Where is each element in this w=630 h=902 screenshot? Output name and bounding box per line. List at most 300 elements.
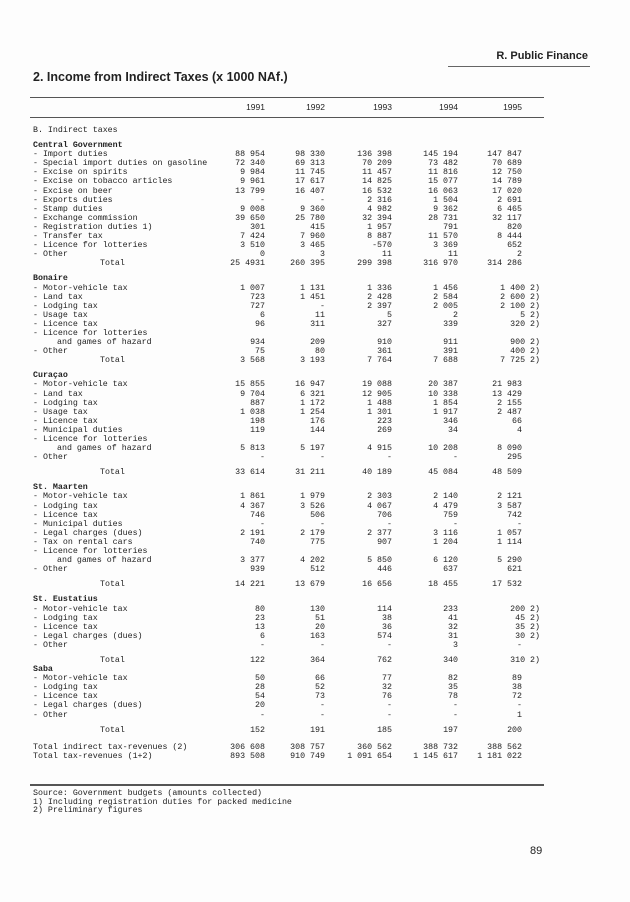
value-1992: - [320, 519, 325, 529]
value-1995: 17 532 [492, 580, 522, 590]
table-row [0, 311, 630, 320]
table-row [0, 538, 630, 547]
row-label: - Licence tax [33, 319, 98, 329]
value-1992: 3 193 [300, 356, 325, 366]
value-1991: 5 813 [240, 444, 265, 454]
value-1991: 13 [255, 622, 265, 632]
row-label: - Excise on beer [33, 186, 113, 196]
total-row [0, 356, 630, 365]
table-row [0, 187, 630, 196]
value-1991: 9 961 [240, 177, 265, 187]
value-1994: 45 084 [428, 468, 458, 478]
value-1995: - [517, 701, 522, 711]
value-1994: 82 [448, 674, 458, 684]
table-row [0, 435, 630, 444]
value-1994: 1 145 617 [413, 751, 458, 761]
value-1991: 23 [255, 613, 265, 623]
value-1994: 18 455 [428, 580, 458, 590]
value-1993: 1 336 [367, 283, 392, 293]
value-1995: 2 155 [497, 398, 522, 408]
value-1995: 14 789 [492, 177, 522, 187]
section-label: B. Indirect taxes [33, 126, 118, 135]
value-1992: 512 [310, 565, 325, 575]
value-1991: - [260, 519, 265, 529]
value-1993: 4 067 [367, 501, 392, 511]
value-1993: 8 887 [367, 232, 392, 242]
value-1994: 911 [443, 338, 458, 348]
value-1991: - [260, 453, 265, 463]
value-1992: 66 [315, 674, 325, 684]
value-1993: 32 394 [362, 213, 392, 223]
value-1991: 9 704 [240, 389, 265, 399]
row-label: - Tax on rental cars [33, 537, 133, 547]
value-1993: 5 [387, 310, 392, 320]
value-1995: 400 2) [510, 347, 540, 357]
value-1994: 7 688 [433, 356, 458, 366]
value-1994: 10 208 [428, 444, 458, 454]
value-1992: 20 [315, 622, 325, 632]
value-1995: 13 429 [492, 389, 522, 399]
value-1994: 32 [448, 622, 458, 632]
value-1993: 77 [382, 674, 392, 684]
value-1992: 176 [310, 416, 325, 426]
section-header [0, 274, 630, 283]
value-1993: 446 [377, 565, 392, 575]
row-label: - Land tax [33, 292, 83, 302]
table-row [0, 329, 630, 338]
value-1995: 1 057 [497, 528, 522, 538]
value-1992: 209 [310, 338, 325, 348]
value-1992: 364 [310, 655, 325, 665]
value-1995: 17 020 [492, 186, 522, 196]
value-1995: 310 2) [510, 655, 540, 665]
table-row [0, 683, 630, 692]
value-1993: 19 088 [362, 380, 392, 390]
row-label: - Other [33, 347, 68, 357]
table-row [0, 214, 630, 223]
value-1994: 1 917 [433, 407, 458, 417]
grand-total-row [0, 743, 630, 752]
table-row [0, 302, 630, 311]
value-1991: 50 [255, 674, 265, 684]
value-1995: 6 465 [497, 204, 522, 214]
value-1995: 295 [507, 453, 522, 463]
section-b-title [0, 126, 630, 135]
value-1991: 6 [260, 631, 265, 641]
table-row [0, 338, 630, 347]
total-row [0, 468, 630, 477]
value-1991: 306 608 [230, 742, 265, 752]
value-1995: 652 [507, 241, 522, 251]
value-1992: 31 211 [295, 468, 325, 478]
year-1994: 1994 [439, 102, 458, 112]
value-1995: 147 847 [487, 150, 522, 160]
value-1995: 72 [512, 692, 522, 702]
value-1994: - [453, 519, 458, 529]
value-1995: 35 2) [515, 622, 540, 632]
value-1994: 2 584 [433, 292, 458, 302]
value-1991: 198 [250, 416, 265, 426]
value-1995: 30 2) [515, 631, 540, 641]
value-1992: 9 360 [300, 204, 325, 214]
table-row [0, 511, 630, 520]
table-row [0, 426, 630, 435]
value-1992: 11 [315, 310, 325, 320]
value-1994: 41 [448, 613, 458, 623]
value-1995: 38 [512, 683, 522, 693]
row-label: - Usage tax [33, 407, 88, 417]
value-1995: 2 100 2) [500, 301, 540, 311]
value-1992: 11 745 [295, 168, 325, 178]
value-1993: 910 [377, 338, 392, 348]
value-1992: - [320, 453, 325, 463]
value-1991: 15 855 [235, 380, 265, 390]
table-row [0, 623, 630, 632]
value-1992: 1 254 [300, 407, 325, 417]
row-label: - Excise on spirits [33, 168, 128, 178]
row-label: - Other [33, 710, 68, 720]
value-1993: 11 457 [362, 168, 392, 178]
value-1991: 887 [250, 398, 265, 408]
value-1991: 72 340 [235, 159, 265, 169]
value-1995: 4 [517, 425, 522, 435]
value-1991: 3 510 [240, 241, 265, 251]
value-1991: 1 038 [240, 407, 265, 417]
value-1993: - [387, 519, 392, 529]
value-1991: 20 [255, 701, 265, 711]
value-1993: 2 397 [367, 301, 392, 311]
row-label: - Licence tax [33, 622, 98, 632]
year-1991: 1991 [246, 102, 265, 112]
value-1993: - [387, 453, 392, 463]
value-1992: 17 617 [295, 177, 325, 187]
table-row [0, 632, 630, 641]
row-label: - Other [33, 640, 68, 650]
value-1994: 34 [448, 425, 458, 435]
value-1992: 13 679 [295, 580, 325, 590]
row-label: - Licence for lotteries [33, 547, 148, 557]
total-row [0, 580, 630, 589]
value-1993: 16 532 [362, 186, 392, 196]
value-1992: 16 407 [295, 186, 325, 196]
value-1991: 119 [250, 425, 265, 435]
value-1992: 6 321 [300, 389, 325, 399]
row-label: - Licence for lotteries [33, 435, 148, 444]
value-1995: 200 2) [510, 604, 540, 614]
row-label: - Licence tax [33, 510, 98, 520]
value-1995: 388 562 [487, 742, 522, 752]
total-row [0, 726, 630, 735]
value-1993: - [387, 710, 392, 720]
value-1994: 16 063 [428, 186, 458, 196]
value-1994: 316 970 [423, 259, 458, 269]
divider [448, 66, 590, 67]
value-1995: 45 2) [515, 613, 540, 623]
value-1993: 2 377 [367, 528, 392, 538]
table-row [0, 196, 630, 205]
value-1993: 706 [377, 510, 392, 520]
value-1992: 1 451 [300, 292, 325, 302]
value-1994: 791 [443, 222, 458, 232]
value-1992: 51 [315, 613, 325, 623]
value-1993: - [387, 701, 392, 711]
value-1991: 1 861 [240, 492, 265, 502]
value-1994: 2 [453, 310, 458, 320]
value-1995: 3 587 [497, 501, 522, 511]
value-1992: 2 179 [300, 528, 325, 538]
value-1991: 9 984 [240, 168, 265, 178]
row-label: Total indirect tax-revenues (2) [33, 742, 188, 752]
year-1992: 1992 [306, 102, 325, 112]
row-label: and games of hazard [57, 444, 152, 454]
value-1991: 4 367 [240, 501, 265, 511]
table-row [0, 529, 630, 538]
value-1993: 40 189 [362, 468, 392, 478]
value-1993: 185 [377, 725, 392, 735]
table-row [0, 605, 630, 614]
value-1991: 0 [260, 250, 265, 260]
value-1992: 73 [315, 692, 325, 702]
row-label: - Lodging tax [33, 501, 98, 511]
table-row [0, 556, 630, 565]
value-1991: 9 008 [240, 204, 265, 214]
value-1993: 5 850 [367, 556, 392, 566]
row-label: Total [100, 259, 125, 269]
value-1995: 12 750 [492, 168, 522, 178]
value-1994: 145 194 [423, 150, 458, 160]
value-1993: 762 [377, 655, 392, 665]
value-1991: 893 508 [230, 751, 265, 761]
value-1993: - [387, 640, 392, 650]
value-1994: 20 387 [428, 380, 458, 390]
value-1994: 2 140 [433, 492, 458, 502]
value-1992: 1 172 [300, 398, 325, 408]
value-1991: 2 191 [240, 528, 265, 538]
row-label: - Exchange commission [33, 213, 138, 223]
value-1995: 2 121 [497, 492, 522, 502]
value-1992: - [320, 301, 325, 311]
value-1993: 4 982 [367, 204, 392, 214]
section-header [0, 665, 630, 674]
value-1993: 1 957 [367, 222, 392, 232]
table-row [0, 250, 630, 259]
row-label: - Other [33, 250, 68, 260]
table-row [0, 502, 630, 511]
value-1994: 35 [448, 683, 458, 693]
value-1993: 14 825 [362, 177, 392, 187]
value-1993: 7 764 [367, 356, 392, 366]
value-1995: - [517, 640, 522, 650]
value-1995: 32 117 [492, 213, 522, 223]
value-1992: - [320, 195, 325, 205]
value-1992: 260 395 [290, 259, 325, 269]
value-1993: 907 [377, 537, 392, 547]
value-1995: 70 689 [492, 159, 522, 169]
row-label: - Motor-vehicle tax [33, 674, 128, 684]
table-row [0, 520, 630, 529]
value-1993: 136 398 [357, 150, 392, 160]
row-label: - Stamp duties [33, 204, 103, 214]
row-label: - Motor-vehicle tax [33, 283, 128, 293]
row-label: - Transfer tax [33, 232, 103, 242]
table-row [0, 565, 630, 574]
value-1995: 1 114 [497, 537, 522, 547]
row-label: - Usage tax [33, 310, 88, 320]
section-name: Saba [33, 665, 53, 675]
table-row [0, 492, 630, 501]
value-1992: 311 [310, 319, 325, 329]
value-1993: 327 [377, 319, 392, 329]
value-1993: 1 488 [367, 398, 392, 408]
table-row [0, 284, 630, 293]
value-1991: 75 [255, 347, 265, 357]
value-1994: - [453, 710, 458, 720]
value-1994: 346 [443, 416, 458, 426]
total-row [0, 656, 630, 665]
table-row [0, 390, 630, 399]
value-1993: 2 303 [367, 492, 392, 502]
value-1992: 52 [315, 683, 325, 693]
value-1991: 39 650 [235, 213, 265, 223]
footnotes [33, 790, 292, 816]
row-label: Total tax-revenues (1+2) [33, 751, 153, 761]
row-label: - Municipal duties [33, 519, 123, 529]
section-name: Bonaire [33, 274, 68, 284]
source-note: Source: Government budgets (amounts collected) [33, 789, 263, 798]
row-label: Total [100, 725, 125, 735]
table-row [0, 399, 630, 408]
value-1991: 14 221 [235, 580, 265, 590]
value-1991: 3 377 [240, 556, 265, 566]
row-label: - Lodging tax [33, 398, 98, 408]
value-1994: 11 [448, 250, 458, 260]
value-1994: 637 [443, 565, 458, 575]
table-row [0, 453, 630, 462]
row-label: - Licence for lotteries [33, 328, 148, 338]
value-1995: 1 400 2) [500, 283, 540, 293]
section-name: Central Government [33, 141, 123, 151]
year-1993: 1993 [373, 102, 392, 112]
value-1991: 1 007 [240, 283, 265, 293]
value-1992: 1 131 [300, 283, 325, 293]
row-label: - Motor-vehicle tax [33, 380, 128, 390]
value-1994: 31 [448, 631, 458, 641]
row-label: - Lodging tax [33, 301, 98, 311]
divider [30, 97, 544, 98]
table-row [0, 223, 630, 232]
value-1994: 1 456 [433, 283, 458, 293]
value-1991: 88 954 [235, 150, 265, 160]
row-label: - Excise on tobacco articles [33, 177, 173, 187]
row-label: - Motor-vehicle tax [33, 492, 128, 502]
table-row [0, 177, 630, 186]
value-1995: 66 [512, 416, 522, 426]
table-row [0, 347, 630, 356]
row-label: - Licence for lotteries [33, 241, 148, 251]
value-1992: 415 [310, 222, 325, 232]
value-1992: 1 979 [300, 492, 325, 502]
value-1995: 1 [517, 710, 522, 720]
row-label: - Legal charges (dues) [33, 528, 143, 538]
value-1991: 13 799 [235, 186, 265, 196]
value-1993: 1 091 654 [347, 751, 392, 761]
row-label: Total [100, 468, 125, 478]
value-1993: 4 915 [367, 444, 392, 454]
value-1994: 6 120 [433, 556, 458, 566]
value-1991: 746 [250, 510, 265, 520]
table-row [0, 159, 630, 168]
value-1991: 723 [250, 292, 265, 302]
value-1991: 152 [250, 725, 265, 735]
section-header [0, 141, 630, 150]
section-name: St. Maarten [33, 483, 88, 493]
page-title: 2. Income from Indirect Taxes (x 1000 NAf.) [33, 70, 288, 84]
grand-total-row [0, 752, 630, 761]
value-1995: 621 [507, 565, 522, 575]
value-1991: 80 [255, 604, 265, 614]
value-1992: 4 202 [300, 556, 325, 566]
section-header [0, 595, 630, 604]
table-row [0, 408, 630, 417]
value-1994: 73 482 [428, 159, 458, 169]
value-1993: 360 562 [357, 742, 392, 752]
value-1994: 759 [443, 510, 458, 520]
value-1994: 2 005 [433, 301, 458, 311]
value-1994: 9 362 [433, 204, 458, 214]
value-1995: 820 [507, 222, 522, 232]
value-1991: 301 [250, 222, 265, 232]
value-1991: - [260, 640, 265, 650]
value-1992: 163 [310, 631, 325, 641]
row-label: Total [100, 655, 125, 665]
value-1991: 122 [250, 655, 265, 665]
divider [30, 117, 544, 118]
table-row [0, 380, 630, 389]
table-row [0, 547, 630, 556]
footnote-2: 2) Preliminary figures [33, 806, 143, 816]
value-1995: 200 [507, 725, 522, 735]
value-1991: 54 [255, 692, 265, 702]
row-label: - Special import duties on gasoline [33, 159, 208, 169]
value-1993: 299 398 [357, 259, 392, 269]
table-row [0, 232, 630, 241]
value-1992: 5 197 [300, 444, 325, 454]
row-label: - Legal charges (dues) [33, 631, 143, 641]
value-1995: 320 2) [510, 319, 540, 329]
year-header [0, 102, 630, 114]
value-1992: 191 [310, 725, 325, 735]
value-1994: 11 570 [428, 232, 458, 242]
value-1992: 506 [310, 510, 325, 520]
row-label: Total [100, 356, 125, 366]
footnote-1: 1) Including registration duties for packed medicine [33, 797, 292, 807]
value-1993: 36 [382, 622, 392, 632]
value-1992: 25 780 [295, 213, 325, 223]
value-1991: 96 [255, 319, 265, 329]
value-1994: 1 204 [433, 537, 458, 547]
row-label: Total [100, 580, 125, 590]
total-row [0, 259, 630, 268]
value-1991: 7 424 [240, 232, 265, 242]
value-1991: 28 [255, 683, 265, 693]
table-row [0, 674, 630, 683]
value-1991: 33 614 [235, 468, 265, 478]
value-1993: 16 656 [362, 580, 392, 590]
value-1993: 361 [377, 347, 392, 357]
value-1993: 76 [382, 692, 392, 702]
row-label: - Other [33, 565, 68, 575]
value-1993: 223 [377, 416, 392, 426]
